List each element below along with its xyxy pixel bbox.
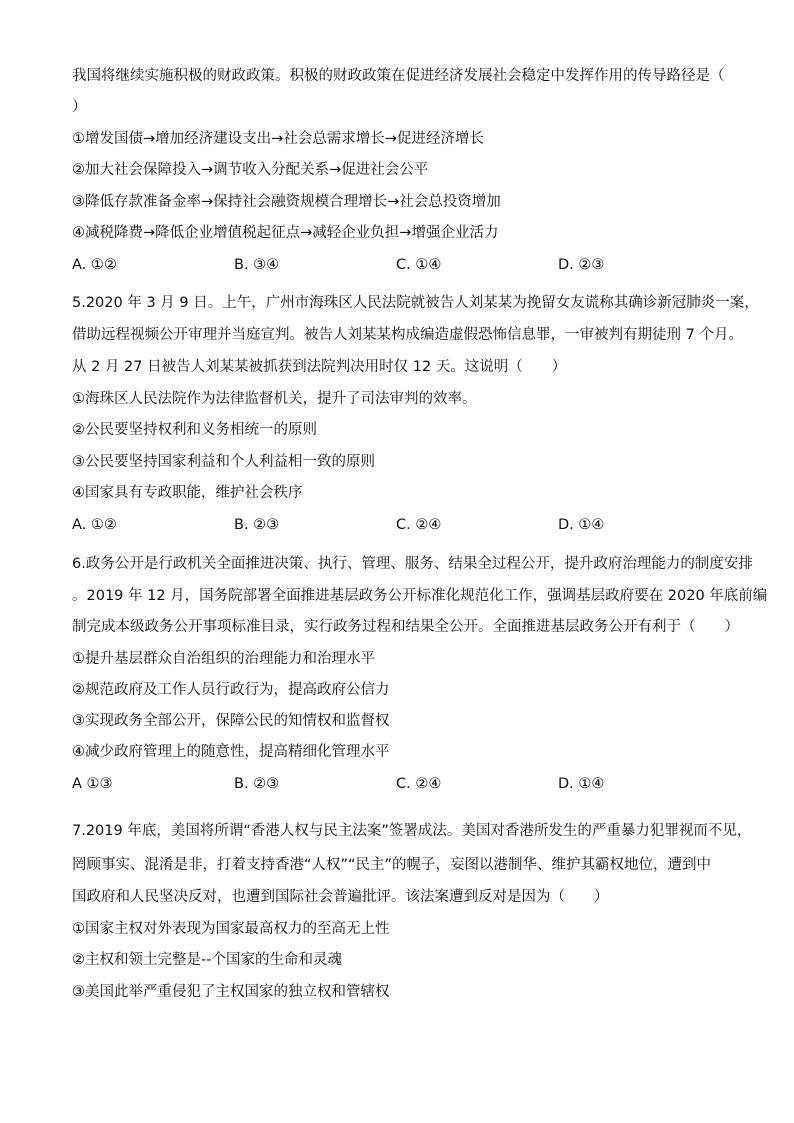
question-5-option-b[interactable]: B. ②③ xyxy=(234,517,280,533)
question-5-item-2: ②公民要坚持权利和义务相统一的原则 xyxy=(72,422,317,438)
question-4-item-3: ③降低存款准备金率→保持社会融资规模合理增长→社会总投资增加 xyxy=(72,194,501,210)
question-4-options xyxy=(72,255,722,275)
question-6-item-4: ④减少政府管理上的随意性，提高精细化管理水平 xyxy=(72,744,390,760)
question-5-item-4: ④国家具有专政职能，维护社会秩序 xyxy=(72,485,303,501)
question-6-options xyxy=(72,774,722,794)
question-7-item-1: ①国家主权对外表现为国家最高权力的至高无上性 xyxy=(72,921,390,937)
question-6-option-a[interactable]: A ①③ xyxy=(72,776,113,792)
question-4-option-a[interactable]: A. ①② xyxy=(72,257,117,273)
question-4-item-2: ②加大社会保障投入→调节收入分配关系→促进社会公平 xyxy=(72,162,429,178)
question-6-stem-line-1: 6.政务公开是行政机关全面推进决策、执行、管理、服务、结果全过程公开，提升政府治理能力的制度安排 xyxy=(72,556,753,572)
question-7-stem-line-3: 国政府和人民坚决反对，也遭到国际社会普遍批评。该法案遭到反对是因为（ ） xyxy=(72,889,609,905)
question-5-item-1: ①海珠区人民法院作为法律监督机关，提升了司法审判的效率。 xyxy=(72,391,477,407)
question-5-option-a[interactable]: A. ①② xyxy=(72,517,117,533)
question-5-option-c[interactable]: C. ②④ xyxy=(396,517,442,533)
question-5-options xyxy=(72,515,722,535)
question-4-option-c[interactable]: C. ①④ xyxy=(396,257,442,273)
question-6-option-c[interactable]: C. ②④ xyxy=(396,776,442,792)
question-5-option-d[interactable]: D. ①④ xyxy=(558,517,605,533)
question-4-stem-line-1: 我国将继续实施积极的财政政策。积极的财政政策在促进经济发展社会稳定中发挥作用的传导路径是（ xyxy=(72,68,725,84)
question-5-stem-line-2: 借助远程视频公开审理并当庭宣判。被告人刘某某构成编造虚假恐怖信息罪，一审被判有期徒刑 7 个月。 xyxy=(72,327,743,343)
question-6-item-1: ①提升基层群众自治组织的治理能力和治理水平 xyxy=(72,651,375,667)
question-5-stem-line-3: 从 2 月 27 日被告人刘某某被抓获到法院判决用时仅 12 天。这说明（ ） xyxy=(72,359,567,375)
question-5-item-3: ③公民要坚持国家利益和个人利益相一致的原则 xyxy=(72,454,375,470)
question-6-item-2: ②规范政府及工作人员行政行为，提高政府公信力 xyxy=(72,682,390,698)
question-6-option-d[interactable]: D. ①④ xyxy=(558,776,605,792)
question-4-option-d[interactable]: D. ②③ xyxy=(558,257,605,273)
question-6-option-b[interactable]: B. ②③ xyxy=(234,776,280,792)
question-7-stem-line-2: 罔顾事实、混淆是非，打着支持香港“人权”“民主”的幌子，妄图以港制华、维护其霸权地位，遭到中 xyxy=(72,857,712,873)
question-7-stem-line-1: 7.2019 年底，美国将所谓“香港人权与民主法案”签署成法。美国对香港所发生的严重暴力犯罪视而不见， xyxy=(72,823,752,839)
question-5-stem-line-1: 5.2020 年 3 月 9 日。上午，广州市海珠区人民法院就被告人刘某某为挽留女友谎称其确诊新冠肺炎一案， xyxy=(72,295,759,311)
question-6-item-3: ③实现政务全部公开，保障公民的知情权和监督权 xyxy=(72,713,390,729)
question-7-item-3: ③美国此举严重侵犯了主权国家的独立权和管辖权 xyxy=(72,984,390,1000)
question-7-item-2: ②主权和领土完整是--个国家的生命和灵魂 xyxy=(72,952,342,968)
question-4-item-1: ①增发国债→增加经济建设支出→社会总需求增长→促进经济增长 xyxy=(72,131,484,147)
question-4-item-4: ④减税降费→降低企业增值税起征点→减轻企业负担→增强企业活力 xyxy=(72,225,499,241)
question-6-stem-line-2: 。2019 年 12 月，国务院部署全面推进基层政务公开标准化规范化工作，强调基层政府要在 2020 年底前编 xyxy=(72,588,768,604)
question-6-stem-line-3: 制完成本级政务公开事项标准目录，实行政务过程和结果全公开。全面推进基层政务公开有利于（ ） xyxy=(72,619,739,635)
question-4-option-b[interactable]: B. ③④ xyxy=(234,257,280,273)
question-4-stem-line-2: ） xyxy=(72,99,87,115)
